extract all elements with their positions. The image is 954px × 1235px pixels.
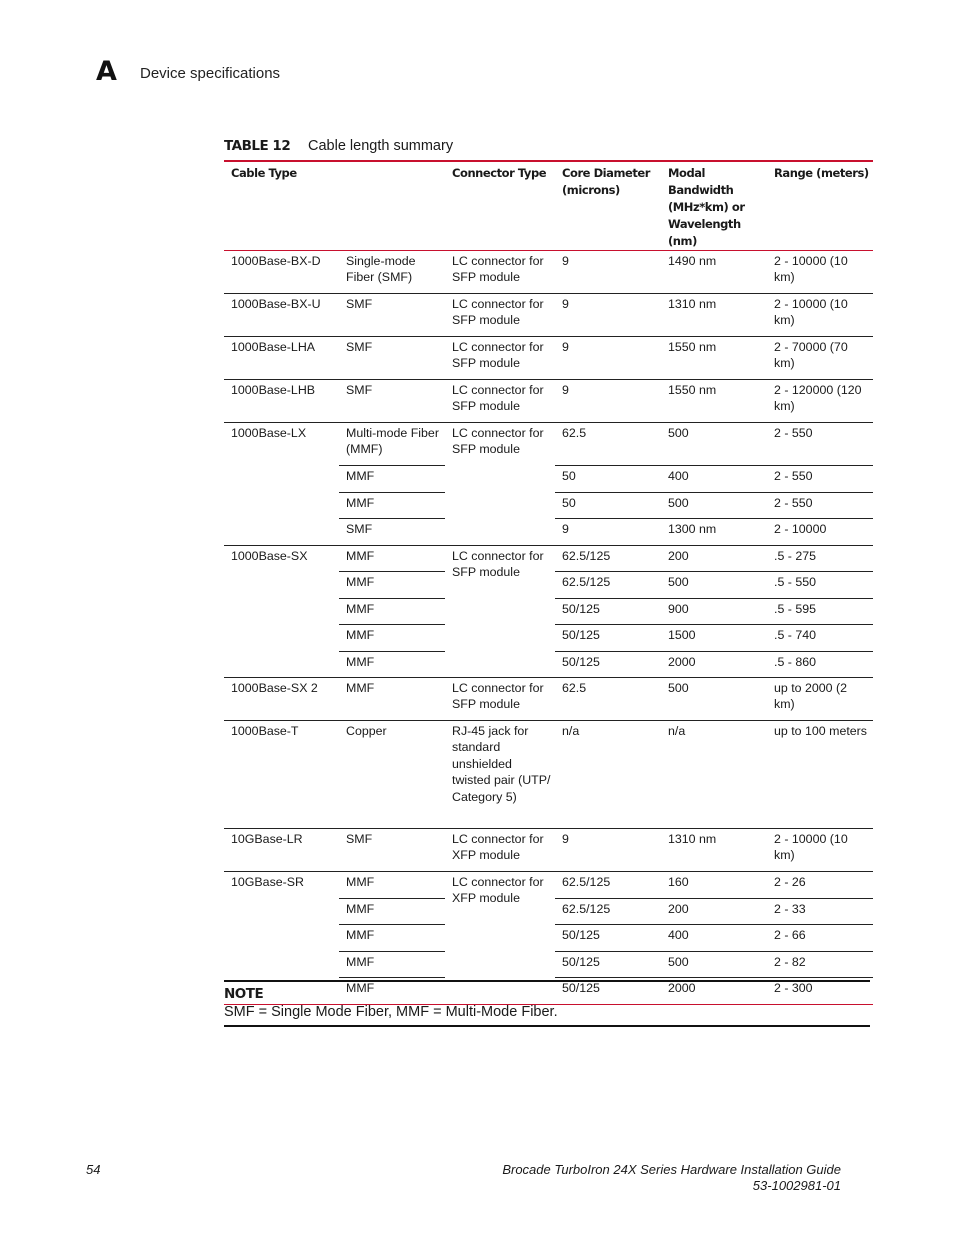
core-diameter-cell: 62.5 bbox=[555, 678, 661, 721]
table-row bbox=[224, 294, 873, 337]
core-diameter-cell: 62.5/125 bbox=[555, 572, 661, 599]
core-diameter-cell: 50/125 bbox=[555, 598, 661, 625]
range-cell: 2 - 10000 (10 km) bbox=[767, 829, 873, 872]
core-diameter-cell: 50/125 bbox=[555, 951, 661, 978]
cable-length-table bbox=[224, 160, 873, 1005]
cable-type-cell: 1000Base-LHA bbox=[224, 337, 339, 380]
cable-type-cell: 1000Base-LHB bbox=[224, 380, 339, 423]
range-cell: 2 - 120000 (120 km) bbox=[767, 380, 873, 423]
bandwidth-cell: 1300 nm bbox=[661, 519, 767, 546]
fiber-cell: MMF bbox=[339, 598, 445, 625]
range-cell: .5 - 860 bbox=[767, 651, 873, 678]
cable-type-cell: 1000Base-SX bbox=[224, 545, 339, 678]
range-cell: 2 - 550 bbox=[767, 492, 873, 519]
range-cell: .5 - 275 bbox=[767, 545, 873, 572]
fiber-cell: MMF bbox=[339, 678, 445, 721]
fiber-cell: SMF bbox=[339, 829, 445, 872]
core-diameter-cell: 50 bbox=[555, 492, 661, 519]
core-diameter-cell: 50 bbox=[555, 466, 661, 493]
fiber-cell: MMF bbox=[339, 545, 445, 572]
table-number: TABLE 12 bbox=[224, 138, 291, 154]
bandwidth-cell: 1550 nm bbox=[661, 380, 767, 423]
fiber-cell: MMF bbox=[339, 872, 445, 899]
note-box bbox=[224, 980, 870, 1027]
header-cable-type: Cable Type bbox=[224, 161, 445, 251]
fiber-cell: MMF bbox=[339, 466, 445, 493]
core-diameter-cell: 62.5 bbox=[555, 423, 661, 466]
bandwidth-cell: 2000 bbox=[661, 978, 767, 1005]
range-cell: .5 - 595 bbox=[767, 598, 873, 625]
cable-type-cell: 10GBase-LR bbox=[224, 829, 339, 872]
range-cell: 2 - 300 bbox=[767, 978, 873, 1005]
range-cell: 2 - 70000 (70 km) bbox=[767, 337, 873, 380]
core-diameter-cell: 9 bbox=[555, 380, 661, 423]
core-diameter-cell: 9 bbox=[555, 829, 661, 872]
table-caption-text: Cable length summary bbox=[308, 138, 454, 154]
range-cell: 2 - 82 bbox=[767, 951, 873, 978]
core-diameter-cell: 62.5/125 bbox=[555, 898, 661, 925]
cable-type-cell: 1000Base-T bbox=[224, 721, 339, 829]
bandwidth-cell: 500 bbox=[661, 492, 767, 519]
bandwidth-cell: 160 bbox=[661, 872, 767, 899]
range-cell: 2 - 33 bbox=[767, 898, 873, 925]
core-diameter-cell: 9 bbox=[555, 519, 661, 546]
fiber-cell: Single-mode Fiber (SMF) bbox=[339, 251, 445, 294]
core-diameter-cell: 9 bbox=[555, 337, 661, 380]
core-diameter-cell: n/a bbox=[555, 721, 661, 829]
core-diameter-cell: 62.5/125 bbox=[555, 545, 661, 572]
bandwidth-cell: 1310 nm bbox=[661, 294, 767, 337]
note-label: NOTE bbox=[224, 986, 264, 1002]
bandwidth-cell: 2000 bbox=[661, 651, 767, 678]
page-number: 54 bbox=[86, 1162, 101, 1177]
table-row bbox=[224, 872, 873, 899]
bandwidth-cell: 500 bbox=[661, 678, 767, 721]
connector-cell: LC connector for XFP module bbox=[445, 829, 555, 872]
range-cell: up to 2000 (2 km) bbox=[767, 678, 873, 721]
fiber-cell: SMF bbox=[339, 294, 445, 337]
table-row bbox=[224, 337, 873, 380]
connector-cell: LC connector for SFP module bbox=[445, 294, 555, 337]
fiber-cell: MMF bbox=[339, 925, 445, 952]
table-row bbox=[224, 251, 873, 294]
fiber-cell: MMF bbox=[339, 572, 445, 599]
core-diameter-cell: 9 bbox=[555, 294, 661, 337]
range-cell: up to 100 meters bbox=[767, 721, 873, 829]
fiber-cell: MMF bbox=[339, 492, 445, 519]
header-modal-bandwidth: Modal Bandwidth (MHz*km) or Wavelength (nm) bbox=[661, 161, 767, 251]
fiber-cell: MMF bbox=[339, 978, 445, 1005]
cable-type-cell: 1000Base-BX-U bbox=[224, 294, 339, 337]
range-cell: .5 - 740 bbox=[767, 625, 873, 652]
bandwidth-cell: 1490 nm bbox=[661, 251, 767, 294]
table-header-row bbox=[224, 161, 873, 251]
bandwidth-cell: 200 bbox=[661, 898, 767, 925]
bandwidth-cell: 400 bbox=[661, 925, 767, 952]
fiber-cell: SMF bbox=[339, 380, 445, 423]
fiber-cell: MMF bbox=[339, 625, 445, 652]
connector-cell: LC connector for SFP module bbox=[445, 678, 555, 721]
core-diameter-cell: 50/125 bbox=[555, 925, 661, 952]
range-cell: 2 - 550 bbox=[767, 466, 873, 493]
range-cell: 2 - 550 bbox=[767, 423, 873, 466]
range-cell: 2 - 10000 (10 km) bbox=[767, 251, 873, 294]
bandwidth-cell: 500 bbox=[661, 572, 767, 599]
bandwidth-cell: n/a bbox=[661, 721, 767, 829]
bandwidth-cell: 200 bbox=[661, 545, 767, 572]
range-cell: 2 - 66 bbox=[767, 925, 873, 952]
table-row bbox=[224, 380, 873, 423]
core-diameter-cell: 62.5/125 bbox=[555, 872, 661, 899]
connector-cell: LC connector for SFP module bbox=[445, 337, 555, 380]
connector-cell: LC connector for SFP module bbox=[445, 423, 555, 546]
range-cell: .5 - 550 bbox=[767, 572, 873, 599]
bandwidth-cell: 1500 bbox=[661, 625, 767, 652]
fiber-cell: MMF bbox=[339, 898, 445, 925]
fiber-cell: Multi-mode Fiber (MMF) bbox=[339, 423, 445, 466]
table-row bbox=[224, 545, 873, 572]
connector-cell: LC connector for SFP module bbox=[445, 545, 555, 678]
note-text: SMF = Single Mode Fiber, MMF = Multi-Mode Fiber. bbox=[224, 1004, 558, 1020]
core-diameter-cell: 50/125 bbox=[555, 651, 661, 678]
header-core-diameter: Core Diameter (microns) bbox=[555, 161, 661, 251]
table-row bbox=[224, 829, 873, 872]
connector-cell: RJ-45 jack for standard unshielded twisted pair (UTP/ Category 5) bbox=[445, 721, 555, 829]
section-title: Device specifications bbox=[140, 65, 281, 82]
core-diameter-cell: 9 bbox=[555, 251, 661, 294]
connector-cell: LC connector for SFP module bbox=[445, 251, 555, 294]
table-row bbox=[224, 678, 873, 721]
bandwidth-cell: 1550 nm bbox=[661, 337, 767, 380]
cable-type-cell: 1000Base-BX-D bbox=[224, 251, 339, 294]
fiber-cell: MMF bbox=[339, 651, 445, 678]
table-caption bbox=[224, 138, 453, 154]
connector-cell: LC connector for SFP module bbox=[445, 380, 555, 423]
core-diameter-cell: 50/125 bbox=[555, 978, 661, 1005]
cable-type-cell: 1000Base-LX bbox=[224, 423, 339, 546]
header-range: Range (meters) bbox=[767, 161, 873, 251]
document-number: 53-1002981-01 bbox=[752, 1178, 841, 1193]
table-row bbox=[224, 721, 873, 829]
bandwidth-cell: 900 bbox=[661, 598, 767, 625]
cable-type-cell: 1000Base-SX 2 bbox=[224, 678, 339, 721]
bandwidth-cell: 500 bbox=[661, 423, 767, 466]
document-title: Brocade TurboIron 24X Series Hardware Installation Guide bbox=[502, 1162, 841, 1177]
fiber-cell: MMF bbox=[339, 951, 445, 978]
table-row bbox=[224, 423, 873, 466]
connector-cell: LC connector for XFP module bbox=[445, 872, 555, 1005]
bandwidth-cell: 400 bbox=[661, 466, 767, 493]
header-connector-type: Connector Type bbox=[445, 161, 555, 251]
core-diameter-cell: 50/125 bbox=[555, 625, 661, 652]
appendix-letter: A bbox=[96, 56, 117, 87]
fiber-cell: SMF bbox=[339, 337, 445, 380]
range-cell: 2 - 10000 bbox=[767, 519, 873, 546]
cable-type-cell: 10GBase-SR bbox=[224, 872, 339, 1005]
range-cell: 2 - 10000 (10 km) bbox=[767, 294, 873, 337]
fiber-cell: SMF bbox=[339, 519, 445, 546]
bandwidth-cell: 1310 nm bbox=[661, 829, 767, 872]
range-cell: 2 - 26 bbox=[767, 872, 873, 899]
fiber-cell: Copper bbox=[339, 721, 445, 829]
bandwidth-cell: 500 bbox=[661, 951, 767, 978]
